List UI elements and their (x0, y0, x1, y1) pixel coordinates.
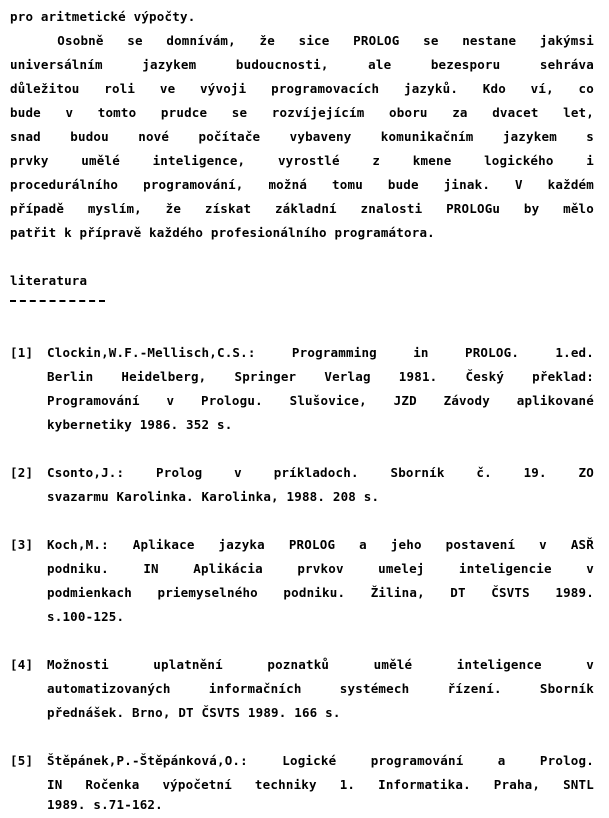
paragraph-line: patřit k přípravě každého profesionálního programátora. (10, 225, 435, 240)
reference-line: Programování v Prologu. Slušovice, JZD Závody aplikované (47, 393, 594, 408)
reference-line: podniku. IN Aplikácia prvkov umelej inteligencie v (47, 561, 594, 576)
reference-line: svazarmu Karolinka. Karolinka, 1988. 208 s. (47, 489, 380, 504)
reference-line: Berlin Heidelberg, Springer Verlag 1981. Český překlad: (47, 369, 594, 384)
reference-line: IN Ročenka výpočetní techniky 1. Informatika. Praha, SNTL (47, 777, 594, 792)
reference-line: kybernetiky 1986. 352 s. (47, 417, 233, 432)
reference-line: 1989. s.71-162. (47, 797, 163, 812)
reference-label: [1] (10, 345, 34, 360)
literature-heading: literatura (10, 273, 88, 288)
reference-label: [3] (10, 537, 34, 552)
reference-label: [5] (10, 753, 34, 768)
reference-line: přednášek. Brno, DT ČSVTS 1989. 166 s. (47, 705, 341, 720)
paragraph-line: důležitou roli ve vývoji programovacích jazyků. Kdo ví, co (10, 81, 594, 96)
reference-label: [2] (10, 465, 34, 480)
paragraph-line: případě myslím, že získat základní znalosti PROLOGu by mělo (10, 201, 594, 216)
paragraph-line: bude v tomto prudce se rozvíjejícím oboru za dvacet let, (10, 105, 594, 120)
reference-line: Štěpánek,P.-Štěpánková,O.: Logické programování a Prolog. (47, 753, 594, 768)
paragraph-line: pro aritmetické výpočty. (10, 9, 196, 24)
reference-line: Možnosti uplatnění poznatků umělé inteligence v (47, 657, 594, 672)
paragraph-line: procedurálního programování, možná tomu bude jinak. V každém (10, 177, 594, 192)
reference-line: Koch,M.: Aplikace jazyka PROLOG a jeho postavení v ASŘ (47, 537, 594, 552)
paragraph-line: universálním jazykem budoucnosti, ale bezesporu sehráva (10, 57, 594, 72)
reference-line: automatizovaných informačních systémech řízení. Sborník (47, 681, 594, 696)
reference-line: Csonto,J.: Prolog v príkladoch. Sborník č. 19. ZO (47, 465, 594, 480)
paragraph-line: Osobně se domnívám, že sice PROLOG se nestane jakýmsi (10, 33, 594, 48)
reference-label: [4] (10, 657, 34, 672)
paragraph-line: prvky umělé inteligence, vyrostlé z kmene logického i (10, 153, 594, 168)
reference-line: podmienkach priemyselného podniku. Žilina, DT ČSVTS 1989. (47, 585, 594, 600)
paragraph-line: snad budou nové počítače vybaveny komunikačním jazykem s (10, 129, 594, 144)
reference-line: s.100-125. (47, 609, 125, 624)
heading-underline (10, 300, 105, 302)
reference-line: Clockin,W.F.-Mellisch,C.S.: Programming in PROLOG. 1.ed. (47, 345, 594, 360)
